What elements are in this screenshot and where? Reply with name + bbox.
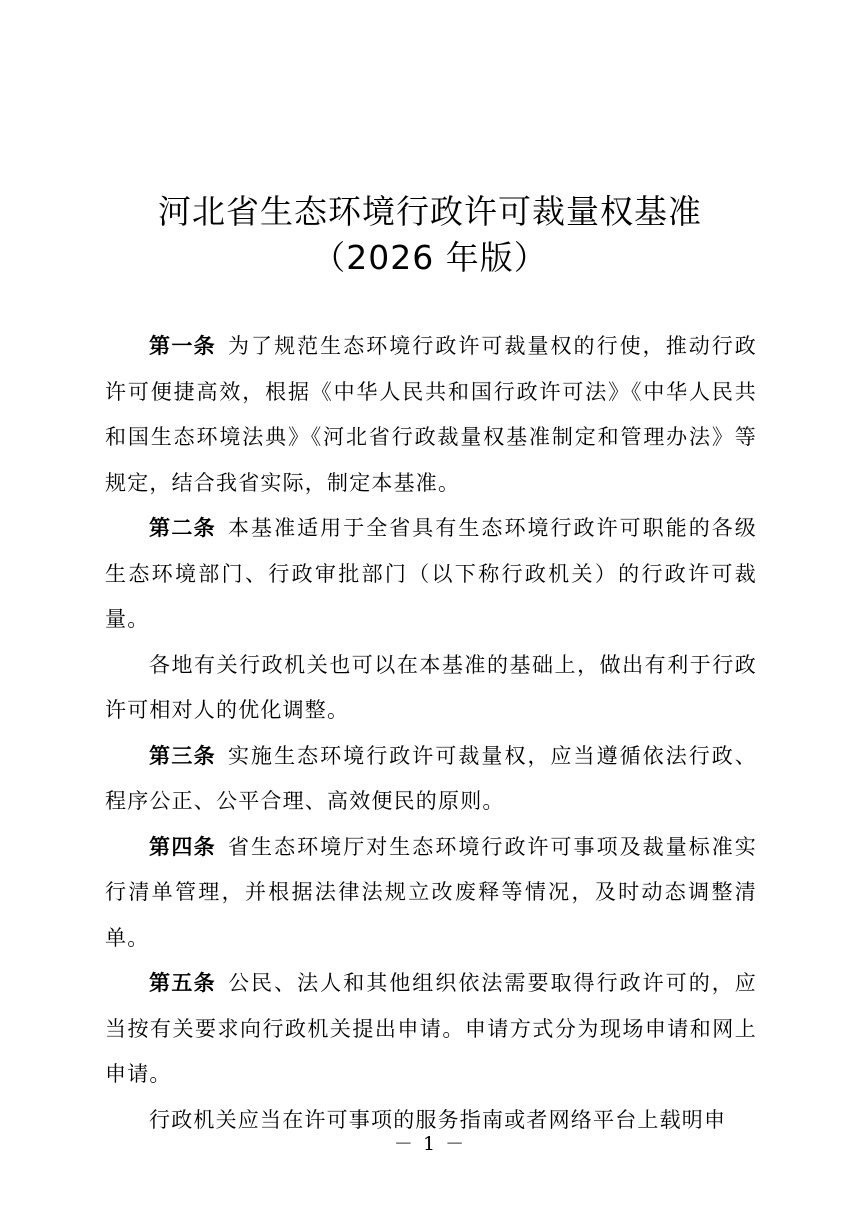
article-text: 本基准适用于全省具有生态环境行政许可职能的各级生态环境部门、行政审批部门（以下称行政机关）的行政许可裁量。 — [105, 516, 757, 631]
article-text: 公民、法人和其他组织依法需要取得行政许可的，应当按有关要求向行政机关提出申请。申请方式分为现场申请和网上申请。 — [105, 971, 757, 1086]
document-title: 河北省生态环境行政许可裁量权基准 — [158, 192, 702, 231]
article-paragraph — [105, 825, 757, 962]
article-text: 省生态环境厅对生态环境行政许可事项及裁量标准实行清单管理，并根据法律法规立改废释等情况，及时动态调整清单。 — [105, 834, 757, 950]
article-text: 行政机关应当在许可事项的服务指南或者网络平台上载明申 — [149, 1107, 727, 1132]
article-label: 第一条 — [149, 334, 217, 358]
article-label: 第四条 — [149, 834, 217, 859]
article-text: 实施生态环境行政许可裁量权，应当遵循依法行政、程序公正、公平合理、高效便民的原则。 — [105, 743, 757, 813]
article-paragraph — [105, 324, 757, 506]
article-paragraph — [105, 734, 757, 825]
article-text: 各地有关行政机关也可以在本基准的基础上，做出有利于行政许可相对人的优化调整。 — [105, 652, 757, 722]
document-body — [105, 324, 757, 1143]
article-label: 第五条 — [149, 971, 217, 995]
article-text: 为了规范生态环境行政许可裁量权的行使，推动行政许可便捷高效，根据《中华人民共和国行政许可法》《中华人民共和国生态环境法典》《河北省行政裁量权基准制定和管理办法》等规定，结合我省实际，制定本基准。 — [105, 334, 757, 495]
article-paragraph — [105, 643, 757, 734]
article-label: 第二条 — [149, 516, 217, 540]
article-paragraph — [105, 961, 757, 1098]
page-number: － 1 － — [393, 1133, 467, 1155]
article-paragraph — [105, 506, 757, 643]
document-edition: （2026 年版） — [312, 238, 548, 277]
article-label: 第三条 — [149, 743, 217, 768]
